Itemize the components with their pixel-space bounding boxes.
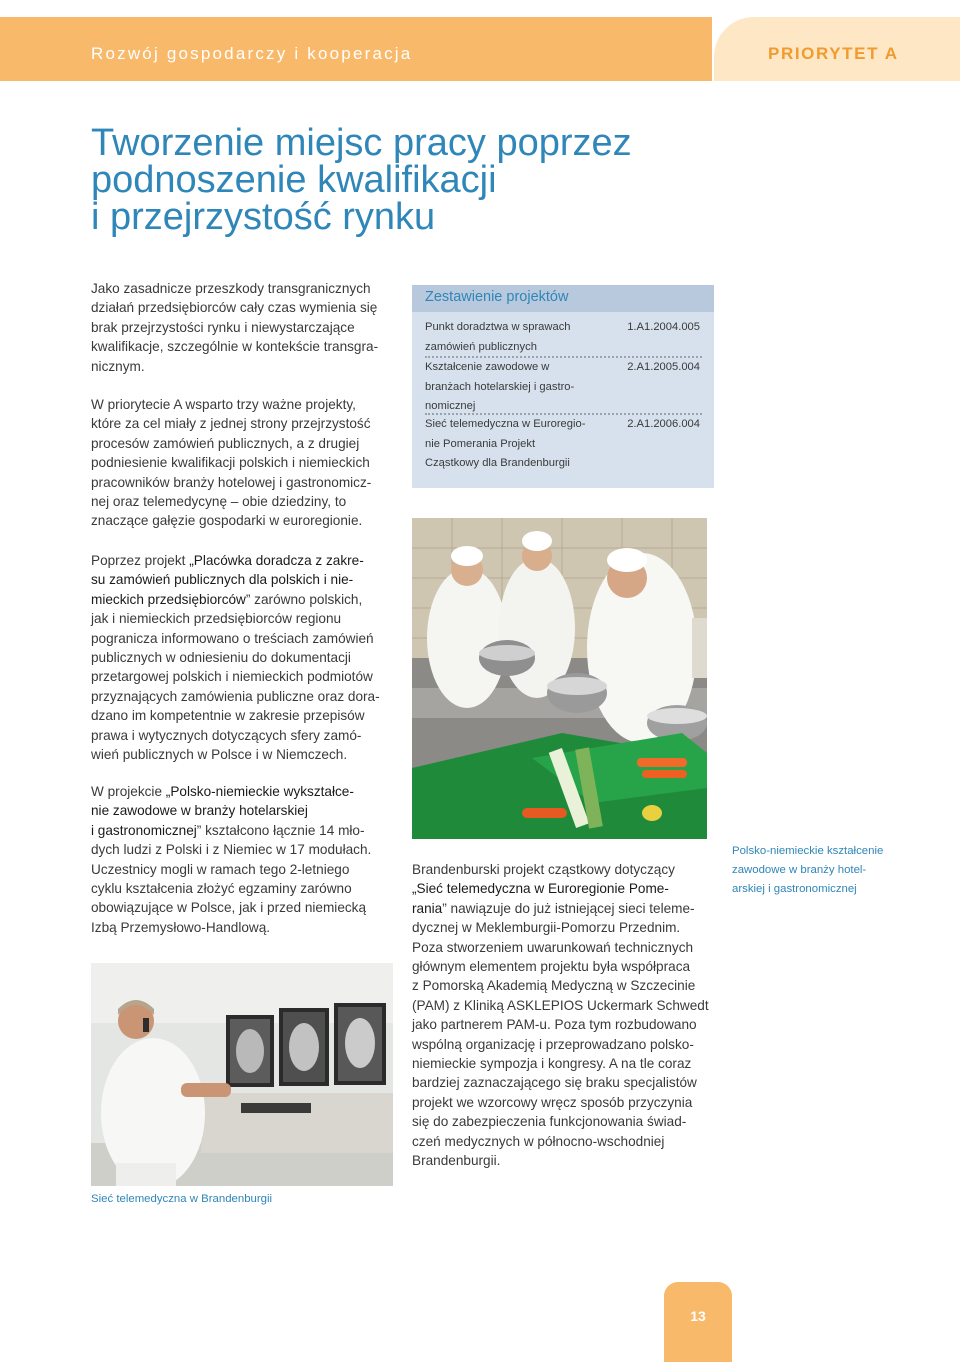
section-title: Rozwój gospodarczy i kooperacja bbox=[91, 44, 413, 63]
project-code: 1.A1.2004.005 bbox=[627, 321, 700, 333]
project-item: Kształcenie zawodowe w branżach hotelarskiej i gastro- nomicznej 2.A1.2005.004 bbox=[425, 358, 702, 417]
project-item: Punkt doradztwa w sprawach zamówień publicznych 1.A1.2004.005 bbox=[425, 318, 702, 357]
project-code: 2.A1.2006.004 bbox=[627, 418, 700, 430]
projects-heading: Zestawienie projektów bbox=[412, 285, 714, 312]
priority-label: PRIORYTET A bbox=[768, 44, 899, 63]
project-code: 2.A1.2005.004 bbox=[627, 361, 700, 373]
page-number: 13 bbox=[664, 1282, 732, 1362]
telemedicine-illustration bbox=[91, 963, 393, 1186]
project-item: Sieć telemedyczna w Euroregio- nie Pomerania Projekt Cząstkowy dla Brandenburgii 2.A1.2006.004 bbox=[425, 415, 702, 474]
priority-paragraph: W priorytecie A wsparto trzy ważne projekty, które za cel miały z jednej strony przejrzystość procesów zamówień publicznych, a z drugiej podniesienie kwalifikacji polskich i niemieckich pracowników branży hotelowej i gastronomicz- nej oraz telemedycynę – obie dziedziny, to znaczące gałęzie gospodarki w euroregionie. bbox=[91, 397, 372, 529]
page-title bbox=[91, 122, 791, 238]
education-paragraph: W projekcie „Polsko-niemieckie wykształce- nie zawodowe w branży hotelarskiej i gastronomicznej” kształcono łącznie 14 mło- dych ludzi z Polski i z Niemiec w 17 modułach. Uczestnicy mogli w ramach tego 2-letniego cyklu kształcenia złożyć egzaminy zarówno obowiązujące w Polsce, jak i przed niemiecką Izbą Przemysłowo-Handlową. bbox=[91, 784, 372, 935]
projects-summary-box bbox=[412, 285, 714, 488]
consulting-paragraph: Poprzez projekt „Placówka doradcza z zakre- su zamówień publicznych dla polskich i nie- mieckich przedsiębiorców” zarówno polskich, jak i niemieckich przedsiębiorców regionu pogranicza informowano o treściach zamówień publicznych w odniesieniu do dokumentacji przetargowej polskich i niemieckich podmiotów przyznających zamówienia publiczne oraz dora- dzano im kompetentnie w zakresie przepisów prawa i wytycznych dotyczących sfery zamó- wień publicznych w Polsce i w Niemczech. bbox=[91, 553, 380, 763]
telemedicine-photo bbox=[91, 963, 393, 1186]
title-line: i przejrzystość rynku bbox=[91, 196, 436, 238]
telemedicine-caption: Sieć telemedyczna w Brandenburgii bbox=[91, 1193, 273, 1205]
kitchen-photo bbox=[412, 518, 707, 839]
kitchen-illustration bbox=[412, 518, 707, 839]
intro-paragraph: Jako zasadnicze przeszkody transgranicznych działań przedsiębiorców cały czas wymienia się brak przejrzystości rynku i niewystarczające kwalifikacje, szczególnie w kontekście transgra- nicznym. bbox=[91, 281, 379, 374]
title-line: Tworzenie miejsc pracy poprzez bbox=[91, 122, 632, 164]
kitchen-caption: Polsko-niemieckie kształcenie zawodowe w branży hotel- arskiej i gastronomicznej bbox=[732, 845, 884, 895]
title-line: podnoszenie kwalifikacji bbox=[91, 159, 497, 201]
telemedicine-paragraph: Brandenburski projekt cząstkowy dotyczący „Sieć telemedyczna w Euroregionie Pome- rania” nawiązuje do już istniejącej sieci teleme- dycznej w Meklemburgii-Pomorzu Przednim. Poza stworzeniem uwarunkowań technicznych głównym elementem projektu była współpraca z Pomorską Akademią Medyczną w Szczecinie (PAM) z Kliniką ASKLEPIOS Uckermark Schwedt jako partnerem PAM-u. Poza tym rozbudowano wspólną organizację i przeprowadzano polsko- niemieckie sympozja i kongresy. A na tle coraz bardziej zaznaczającego się braku specjalistów projekt we wzorcowy wręcz sposób przyczynia się do zabezpieczenia funkcjonowania świad- czeń medycznych w północno-wschodniej Brandenburgii. bbox=[412, 862, 709, 1169]
